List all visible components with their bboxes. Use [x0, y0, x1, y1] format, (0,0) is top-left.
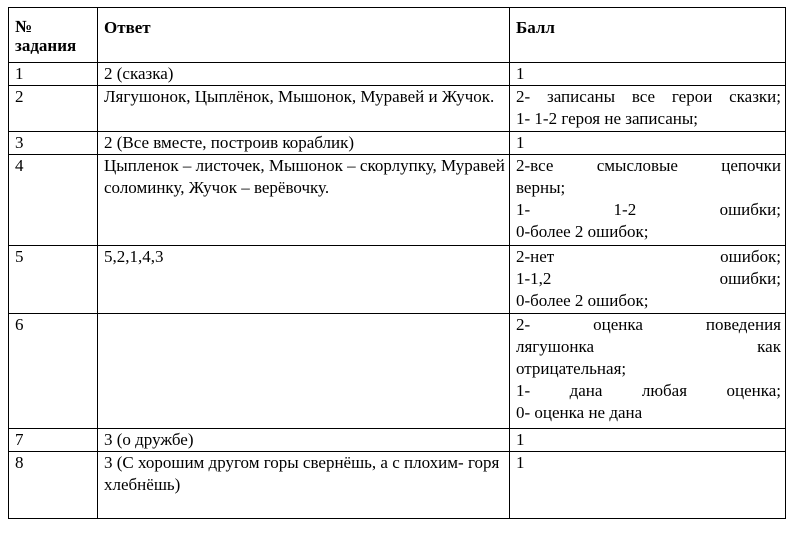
score-criterion-line: 1- 1-2 ошибки; [516, 200, 781, 219]
answer-cell: Лягушонок, Цыплёнок, Мышонок, Муравей и Жучок. [98, 86, 510, 132]
answer-cell: 3 (о дружбе) [98, 429, 510, 452]
score-cell [510, 452, 786, 519]
score-cell [510, 429, 786, 452]
task-number-cell: 8 [9, 452, 98, 519]
task-number-cell: 6 [9, 314, 98, 429]
table-body [9, 63, 786, 519]
score-cell [510, 63, 786, 86]
score-criterion-line: 1 [516, 64, 525, 83]
score-criterion-line: 1 [516, 430, 525, 449]
answer-cell: 2 (Все вместе, построив кораблик) [98, 132, 510, 155]
answer-cell: 5,2,1,4,3 [98, 246, 510, 314]
score-criterion-line: 1-1,2 ошибки; [516, 269, 781, 288]
answers-table [8, 7, 786, 519]
answer-cell: Цыпленок – листочек, Мышонок – скорлупку, Муравей соломинку, Жучок – верёвочку. [98, 155, 510, 246]
score-criterion-line: 1- 1-2 героя не записаны; [516, 109, 699, 128]
score-cell [510, 314, 786, 429]
score-criterion-line: 0- оценка не дана [516, 403, 643, 422]
header-score: Балл [510, 8, 786, 63]
table-row [9, 429, 786, 452]
table-row [9, 132, 786, 155]
score-criterion-line: 2-все смысловые цепочки [516, 156, 781, 175]
table-row [9, 314, 786, 429]
score-criterion-line: 0-более 2 ошибок; [516, 222, 649, 241]
header-answer: Ответ [98, 8, 510, 63]
score-cell [510, 155, 786, 246]
header-task-number [9, 8, 98, 63]
task-number-cell: 1 [9, 63, 98, 86]
table-row [9, 246, 786, 314]
score-criterion-line: 2- записаны все герои сказки; [516, 87, 781, 106]
score-cell [510, 86, 786, 132]
score-criterion-line: лягушонка как [516, 337, 781, 356]
score-criterion-line: верны; [516, 178, 566, 197]
task-number-cell: 4 [9, 155, 98, 246]
table-row [9, 155, 786, 246]
table-row [9, 86, 786, 132]
score-criterion-line: 1 [516, 133, 525, 152]
table-header-row [9, 8, 786, 63]
table-row [9, 63, 786, 86]
task-number-cell: 5 [9, 246, 98, 314]
answer-cell: 3 (С хорошим другом горы свернёшь, а с плохим- горя хлебнёшь) [98, 452, 510, 519]
score-criterion-line: 2- оценка поведения [516, 315, 781, 334]
score-criterion-line: отрицательная; [516, 359, 627, 378]
task-number-cell: 2 [9, 86, 98, 132]
task-number-cell: 3 [9, 132, 98, 155]
header-task-number-line2: задания [15, 36, 77, 55]
header-task-number-line1: № [15, 17, 33, 36]
answer-cell [98, 314, 510, 429]
task-number-cell: 7 [9, 429, 98, 452]
score-cell [510, 132, 786, 155]
score-criterion-line: 0-более 2 ошибок; [516, 291, 649, 310]
score-criterion-line: 1- дана любая оценка; [516, 381, 781, 400]
score-cell [510, 246, 786, 314]
table-row [9, 452, 786, 519]
score-criterion-line: 1 [516, 453, 525, 472]
score-criterion-line: 2-нет ошибок; [516, 247, 781, 266]
answer-cell: 2 (сказка) [98, 63, 510, 86]
